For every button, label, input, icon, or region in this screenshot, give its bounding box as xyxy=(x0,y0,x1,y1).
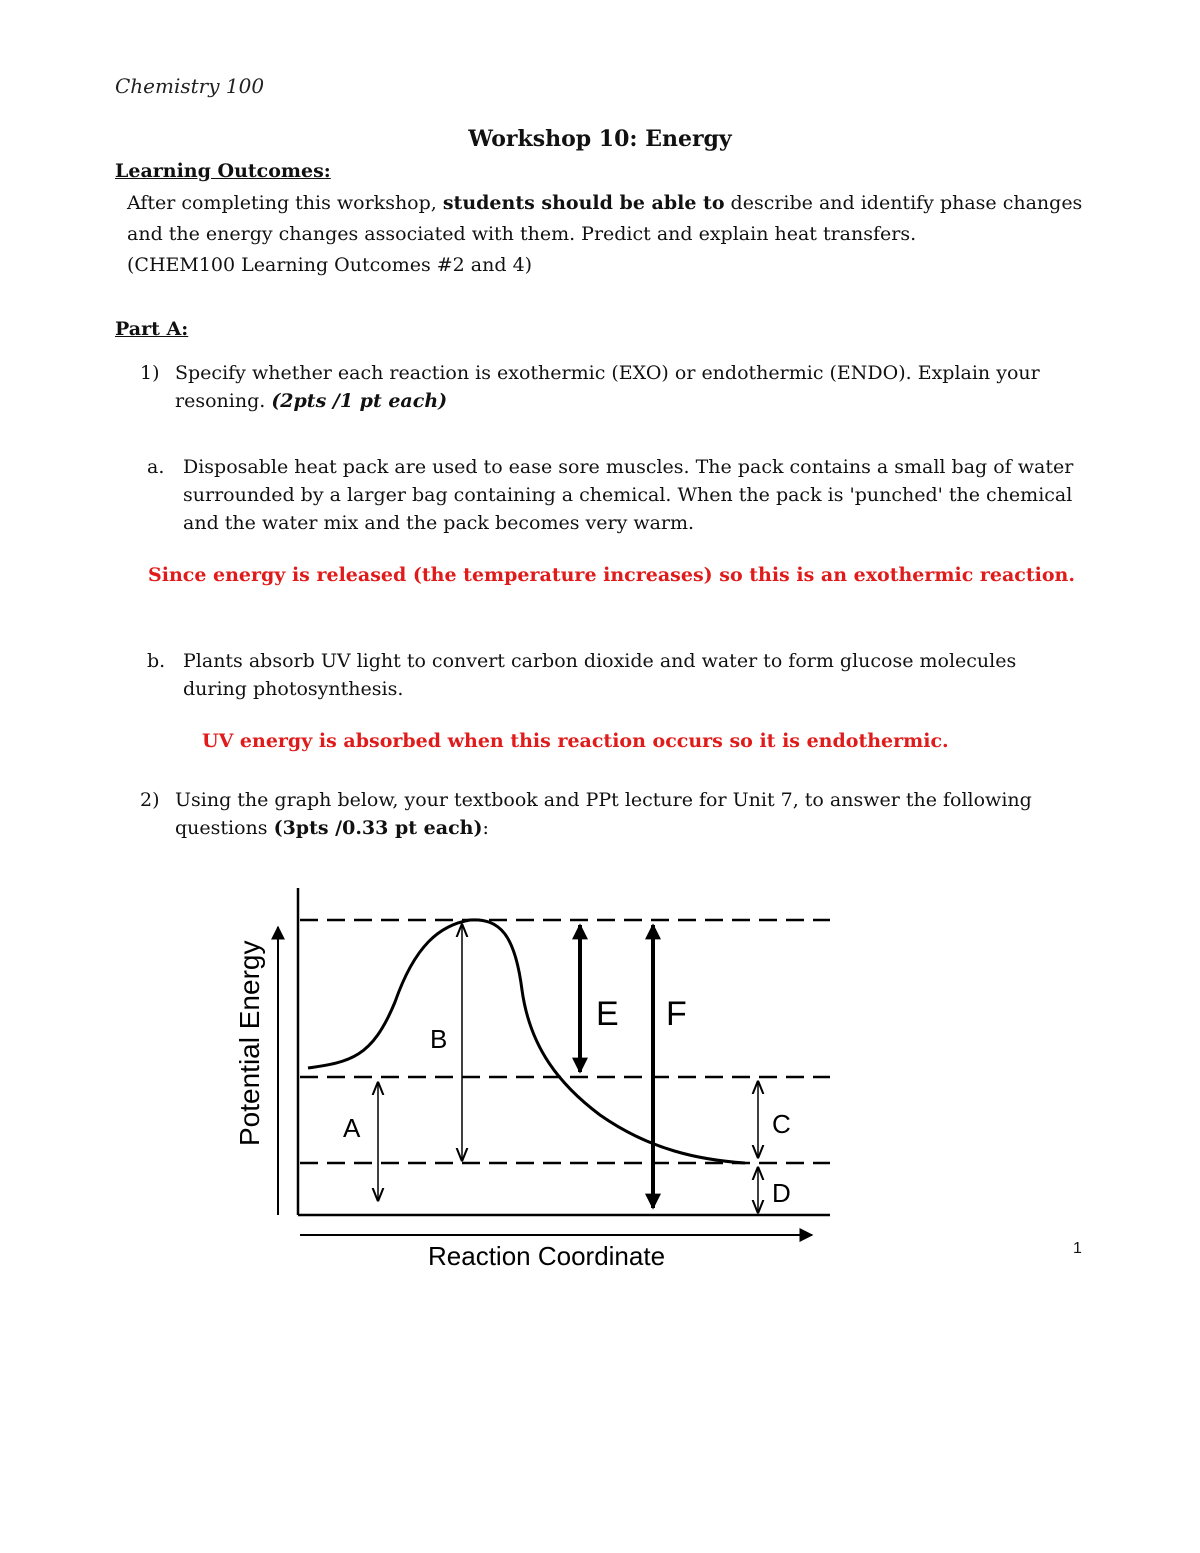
label-f: F xyxy=(666,995,687,1033)
q2-text-pre: Using the graph below, your textbook and PPt lecture for Unit 7, to answer the following questions xyxy=(175,789,1032,839)
question-2 xyxy=(0,786,1200,846)
x-axis-label: Reaction Coordinate xyxy=(428,1241,666,1271)
label-d: D xyxy=(772,1178,791,1208)
y-axis-label: Potential Energy xyxy=(234,940,265,1146)
question-1 xyxy=(0,359,1200,419)
learning-outcomes-heading: Learning Outcomes: xyxy=(115,160,331,182)
question-1b-label: b. xyxy=(147,650,166,672)
course-header: Chemistry 100 xyxy=(115,74,265,98)
q1-text: Specify whether each reaction is exothermic (EXO) or endothermic (ENDO). Explain your resoning. xyxy=(175,362,1040,412)
reaction-curve xyxy=(308,920,745,1163)
question-1a-label: a. xyxy=(147,456,165,478)
label-e: E xyxy=(596,995,619,1033)
question-1-number: 1) xyxy=(140,362,160,384)
label-b: B xyxy=(430,1024,448,1054)
answer-1a: Since energy is released (the temperature increases) so this is an exothermic reaction. xyxy=(148,564,1075,586)
part-a-heading: Part A: xyxy=(115,318,189,340)
lo-intro: After completing this workshop, xyxy=(127,192,443,214)
question-1b xyxy=(0,647,1200,707)
page-number: 1 xyxy=(1073,1240,1082,1257)
label-a: A xyxy=(343,1113,361,1143)
q1-points: (2pts /1 pt each) xyxy=(271,390,448,412)
question-1a xyxy=(0,453,1200,543)
question-1b-text: Plants absorb UV light to convert carbon dioxide and water to form glucose molecules during photosynthesis. xyxy=(183,650,1017,700)
question-2-text xyxy=(175,786,1095,842)
question-1-text xyxy=(175,359,1095,415)
energy-diagram xyxy=(200,875,850,1275)
answer-1b: UV energy is absorbed when this reaction occurs so it is endothermic. xyxy=(202,730,949,752)
lo-bold: students should be able to xyxy=(442,192,725,214)
question-2-number: 2) xyxy=(140,789,160,811)
q2-points: (3pts /0.33 pt each) xyxy=(273,817,483,839)
question-1a-text: Disposable heat pack are used to ease sore muscles. The pack contains a small bag of water surrounded by a larger bag containing a chemical. When the pack is 'punched' the chemical and the water mix and the pack becomes very warm. xyxy=(183,456,1074,534)
page-title: Workshop 10: Energy xyxy=(468,126,732,152)
lo-rest: describe and identify phase changes and the energy changes associated with them. Predict and explain heat transfers. xyxy=(127,192,1083,245)
label-c: C xyxy=(772,1109,791,1139)
q2-text-post: : xyxy=(482,817,489,839)
lo-line3: (CHEM100 Learning Outcomes #2 and 4) xyxy=(127,254,533,276)
learning-outcomes-body xyxy=(127,188,1087,281)
